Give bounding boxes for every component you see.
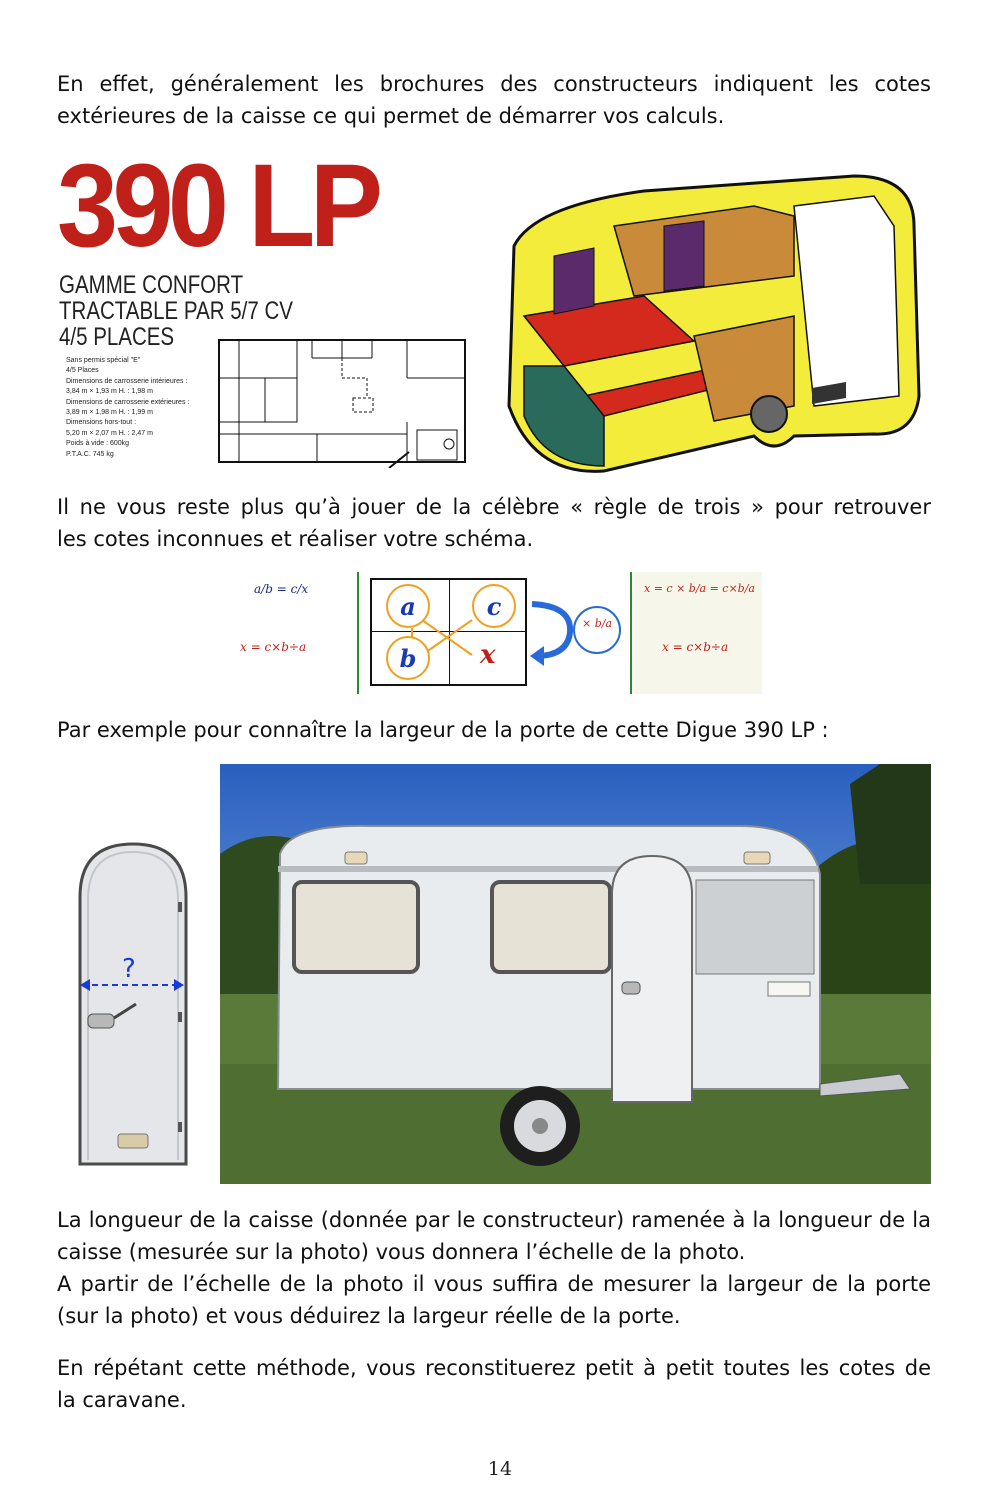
spec-line: 3,89 m × 1,98 m H. : 1,99 m — [66, 409, 153, 417]
cell-b: b — [386, 636, 430, 680]
solution-formula-left-text: x = c×b÷a — [240, 640, 307, 654]
solution-formula-left — [240, 640, 306, 654]
page-number: 14 — [487, 1458, 513, 1480]
example-line: Par exemple pour connaître la largeur de la porte de cette Digue 390 LP : — [57, 718, 829, 742]
spec-line: 4/5 Places — [66, 367, 99, 375]
cell-x: x — [480, 640, 496, 670]
cell-a: a — [386, 584, 430, 628]
right-formula-top-text: x = c × b/a = c×b/a — [644, 582, 755, 595]
conclusion-line-1: En répétant cette méthode, vous reconstituerez petit à petit toutes les cotes de — [57, 1356, 931, 1380]
conclusion-paragraph — [57, 1352, 931, 1416]
spec-line: Poids à vide : 600kg — [66, 440, 130, 448]
rule-intro-line-2: les cotes inconnues et réaliser votre schéma. — [57, 527, 534, 551]
method-line-4: (sur la photo) et vous déduirez la largeur réelle de la porte. — [57, 1304, 681, 1328]
multiplier-circle — [573, 606, 621, 654]
door-dimension-figure — [78, 842, 188, 1166]
door-width-question-mark: ? — [122, 954, 136, 984]
intro-line-1: En effet, généralement les brochures des constructeurs indiquent les cotes — [57, 72, 931, 96]
spec-line: P.T.A.C. 745 kg — [66, 450, 114, 458]
gamme-line-3: 4/5 PLACES — [59, 323, 175, 351]
curved-arrow-icon — [528, 596, 576, 668]
method-line-1: La longueur de la caisse (donnée par le constructeur) ramenée à la longueur de la — [57, 1208, 931, 1232]
method-line-3: A partir de l’échelle de la photo il vous suffira de mesurer la largeur de la porte — [57, 1272, 931, 1296]
right-formula-bottom-text: x = c×b÷a — [662, 640, 729, 654]
proportion-formula: a/b = c/x — [254, 582, 309, 596]
rule-intro-paragraph — [57, 491, 931, 555]
gamme-line-1: GAMME CONFORT — [59, 271, 244, 299]
spec-line: Dimensions de carrosserie extérieures : — [66, 398, 190, 406]
spec-line: Dimensions de carrosserie intérieures : — [66, 377, 188, 385]
spec-line: 3,84 m × 1,93 m H. : 1,98 m — [66, 388, 153, 396]
cross-table — [370, 578, 527, 686]
spec-line: Dimensions hors-tout : — [66, 419, 137, 427]
rule-of-three-diagram — [230, 570, 765, 696]
green-divider-right — [630, 572, 632, 694]
spec-list — [66, 356, 189, 460]
green-divider-left — [357, 572, 359, 694]
solution-formula-right-top — [644, 582, 755, 595]
conclusion-line-2: la caravane. — [57, 1388, 187, 1412]
multiplier-text: × b/a — [581, 617, 613, 630]
example-paragraph — [57, 714, 931, 746]
spec-line: Sans permis spécial "E" — [66, 357, 141, 364]
spec-line: 5,20 m × 2,07 m H. : 2,47 m — [66, 429, 153, 437]
method-paragraph — [57, 1204, 931, 1332]
cell-c: c — [472, 584, 516, 628]
caravan-photo — [220, 764, 931, 1184]
intro-paragraph — [57, 68, 931, 132]
model-title: 390 LP — [57, 140, 378, 272]
intro-line-2: extérieures de la caisse ce qui permet de démarrer vos calculs. — [57, 104, 725, 128]
method-line-2: caisse (mesurée sur la photo) vous donnera l’échelle de la photo. — [57, 1240, 746, 1264]
floor-plan-drawing — [217, 338, 467, 468]
gamme-line-2: TRACTABLE PAR 5/7 CV — [59, 297, 293, 325]
caravan-cutaway-illustration — [494, 166, 931, 486]
rule-intro-line-1: Il ne vous reste plus qu’à jouer de la célèbre « règle de trois » pour retrouver — [57, 495, 931, 519]
brochure-figure — [57, 140, 931, 490]
solution-formula-right-bottom — [662, 640, 728, 654]
